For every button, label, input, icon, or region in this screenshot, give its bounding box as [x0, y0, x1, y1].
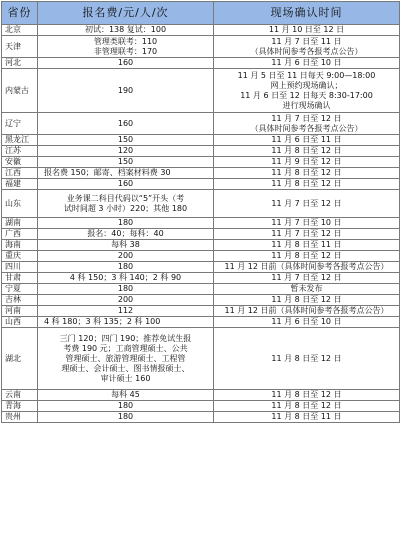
table-row [2, 240, 400, 251]
province-cell: 山西 [2, 317, 38, 328]
header-confirm-time: 现场确认时间 [214, 2, 400, 25]
table-row [2, 295, 400, 306]
table-row [2, 284, 400, 295]
confirm-time-cell: 11 月 7 日至 11 日 （具体时间参考各报考点公告） [214, 36, 400, 58]
confirm-time-cell: 11 月 8 日至 11 日 [214, 412, 400, 423]
table-row [2, 306, 400, 317]
fee-cell: 初试：138 复试：100 [38, 25, 214, 36]
province-cell: 北京 [2, 25, 38, 36]
fee-cell: 180 [38, 262, 214, 273]
confirm-time-cell: 11 月 7 日至 10 日 [214, 218, 400, 229]
confirm-time-cell: 11 月 7 日至 12 日 [214, 273, 400, 284]
fee-cell: 120 [38, 146, 214, 157]
table-row [2, 262, 400, 273]
province-cell: 海南 [2, 240, 38, 251]
confirm-time-cell: 11 月 8 日至 12 日 [214, 390, 400, 401]
table-row [2, 328, 400, 390]
fee-cell: 报名费 150；邮寄、档案材料费 30 [38, 168, 214, 179]
table-row [2, 135, 400, 146]
confirm-time-cell: 11 月 6 日至 10 日 [214, 317, 400, 328]
confirm-time-cell: 11 月 8 日至 12 日 [214, 179, 400, 190]
confirm-time-cell: 11 月 12 日前（具体时间参考各报考点公告） [214, 262, 400, 273]
fee-cell: 200 [38, 251, 214, 262]
fee-cell: 业务课二科目代码以“5”开头（考 试时间超 3 小时）220；其他 180 [38, 190, 214, 218]
confirm-time-cell: 11 月 8 日至 12 日 [214, 168, 400, 179]
province-cell: 湖北 [2, 328, 38, 390]
confirm-time-cell: 11 月 8 日至 12 日 [214, 295, 400, 306]
province-cell: 青海 [2, 401, 38, 412]
province-cell: 湖南 [2, 218, 38, 229]
table-row [2, 168, 400, 179]
province-cell: 云南 [2, 390, 38, 401]
confirm-time-cell: 11 月 8 日至 12 日 [214, 401, 400, 412]
province-cell: 宁夏 [2, 284, 38, 295]
header-row [2, 2, 400, 25]
province-cell: 甘肃 [2, 273, 38, 284]
table-row [2, 317, 400, 328]
fee-cell: 180 [38, 284, 214, 295]
header-province: 省份 [2, 2, 38, 25]
table-row [2, 69, 400, 113]
table-row [2, 273, 400, 284]
confirm-time-cell: 暂未发布 [214, 284, 400, 295]
confirm-time-cell: 11 月 8 日至 12 日 [214, 328, 400, 390]
fee-cell: 160 [38, 113, 214, 135]
table-row [2, 146, 400, 157]
fee-cell: 管理类联考：110 非管理联考：170 [38, 36, 214, 58]
province-cell: 内蒙古 [2, 69, 38, 113]
fee-cell: 150 [38, 157, 214, 168]
fee-cell: 150 [38, 135, 214, 146]
confirm-time-cell: 11 月 5 日至 11 日每天 9:00—18:00 网上预约现场确认； 11 月 6 日至 12 日每天 8:30-17:00 进行现场确认 [214, 69, 400, 113]
fee-cell: 190 [38, 69, 214, 113]
fee-cell: 报名：40；每科：40 [38, 229, 214, 240]
confirm-time-cell: 11 月 8 日至 12 日 [214, 251, 400, 262]
table-row [2, 190, 400, 218]
province-cell: 四川 [2, 262, 38, 273]
province-cell: 河南 [2, 306, 38, 317]
confirm-time-cell: 11 月 12 日前（具体时间参考各报考点公告） [214, 306, 400, 317]
province-cell: 辽宁 [2, 113, 38, 135]
table-row [2, 179, 400, 190]
confirm-time-cell: 11 月 7 日至 12 日 [214, 229, 400, 240]
fee-cell: 112 [38, 306, 214, 317]
fee-cell: 160 [38, 58, 214, 69]
confirm-time-cell: 11 月 7 日至 12 日 [214, 190, 400, 218]
confirm-time-cell: 11 月 10 日至 12 日 [214, 25, 400, 36]
table-row [2, 25, 400, 36]
province-cell: 黑龙江 [2, 135, 38, 146]
province-cell: 河北 [2, 58, 38, 69]
province-cell: 重庆 [2, 251, 38, 262]
table-row [2, 401, 400, 412]
confirm-time-cell: 11 月 8 日至 12 日 [214, 146, 400, 157]
province-cell: 吉林 [2, 295, 38, 306]
confirm-time-cell: 11 月 9 日至 12 日 [214, 157, 400, 168]
fee-cell: 180 [38, 218, 214, 229]
fee-cell: 4 科 180；3 科 135；2 科 100 [38, 317, 214, 328]
table-row [2, 251, 400, 262]
confirm-time-cell: 11 月 6 日至 11 日 [214, 135, 400, 146]
fee-table [1, 1, 400, 423]
confirm-time-cell: 11 月 7 日至 12 日 （具体时间参考各报考点公告） [214, 113, 400, 135]
table-row [2, 412, 400, 423]
table-row [2, 229, 400, 240]
province-cell: 贵州 [2, 412, 38, 423]
fee-cell: 180 [38, 401, 214, 412]
table-row [2, 113, 400, 135]
province-cell: 山东 [2, 190, 38, 218]
table-row [2, 390, 400, 401]
fee-cell: 三门 120；四门 190；推荐免试生报 考费 190 元；工商管理硕士、公共 管理硕士、旅游管理硕士、工程管 理硕士、会计硕士、图书情报硕士、 审计硕士 160 [38, 328, 214, 390]
province-cell: 天津 [2, 36, 38, 58]
table-row [2, 157, 400, 168]
fee-cell: 每科 38 [38, 240, 214, 251]
fee-cell: 4 科 150；3 科 140；2 科 90 [38, 273, 214, 284]
province-cell: 江苏 [2, 146, 38, 157]
table-row [2, 58, 400, 69]
province-cell: 广西 [2, 229, 38, 240]
fee-cell: 200 [38, 295, 214, 306]
table-row [2, 36, 400, 58]
fee-cell: 每科 45 [38, 390, 214, 401]
fee-cell: 180 [38, 412, 214, 423]
header-fee: 报名费/元/人/次 [38, 2, 214, 25]
province-cell: 安徽 [2, 157, 38, 168]
table-row [2, 218, 400, 229]
confirm-time-cell: 11 月 6 日至 10 日 [214, 58, 400, 69]
confirm-time-cell: 11 月 8 日至 11 日 [214, 240, 400, 251]
province-cell: 江西 [2, 168, 38, 179]
province-cell: 福建 [2, 179, 38, 190]
fee-cell: 160 [38, 179, 214, 190]
